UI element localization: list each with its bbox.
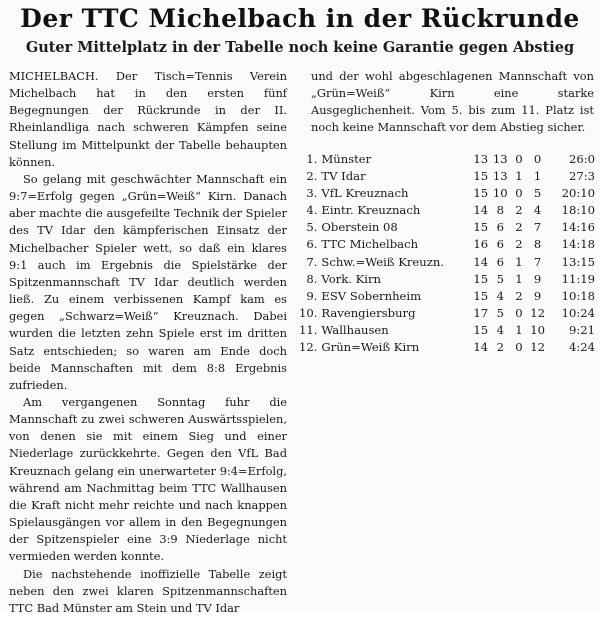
table-draws: 0: [515, 186, 523, 201]
left-text-column: [9, 68, 287, 617]
table-draws: 0: [515, 305, 523, 320]
table-team-name: VfL Kreuznach: [321, 186, 409, 201]
table-points: 14:16: [561, 220, 595, 235]
table-draws: 2: [515, 203, 523, 218]
table-row: [297, 322, 595, 339]
table-draws: 0: [515, 152, 523, 166]
table-draws: 2: [515, 220, 523, 235]
table-row: [297, 254, 595, 271]
table-rank: 7.: [306, 254, 318, 269]
table-team-name: Wallhausen: [321, 322, 389, 337]
table-points: 20:10: [561, 186, 595, 201]
table-games: 15: [473, 322, 489, 337]
paragraph-2: So gelang mit geschwächter Mannschaft ein 9:7=Erfolg gegen „Grün=Weiß“ Kirn. Danach aber machte die ausgefeilte Technik der Spieler des TV Idar den kämpferischen Einsatz der Michelbacher Spieler wett, so daß ein klares 9:1 auch im Ergebnis die Spielstärke der Spitzenmannschaft TV Idar deutlich werden ließ. Zu einem verbissenen Kampf kam es gegen „Schwarz=Weiß“ Kreuznach. Dabei wurden die letzten zehn Spiele erst im dritten Satz entschieden; so waren am Ende doch beide Mannschaften mit dem 8:8 Ergebnis zufrieden.: [9, 171, 287, 392]
table-team-name: Vork. Kirn: [321, 271, 381, 286]
table-team-name: Münster: [321, 152, 372, 166]
table-rank: 2.: [306, 169, 318, 184]
table-draws: 2: [515, 237, 523, 252]
table-wins: 10: [492, 186, 508, 201]
table-points: 18:10: [561, 203, 595, 218]
table-losses: 12: [530, 305, 545, 320]
table-games: 16: [473, 237, 489, 252]
table-games: 15: [473, 271, 489, 286]
table-losses: 5: [533, 186, 542, 201]
table-row: [297, 151, 595, 168]
table-rank: 10.: [298, 305, 318, 320]
table-wins: 6: [496, 237, 504, 252]
table-row: [297, 288, 595, 305]
table-row: [297, 339, 595, 356]
table-rank: 1.: [306, 152, 318, 166]
table-team-name: ESV Sobernheim: [321, 288, 422, 303]
table-losses: 7: [533, 254, 542, 269]
table-wins: 2: [496, 340, 504, 355]
table-rank: 4.: [306, 203, 318, 218]
table-losses: 12: [530, 340, 545, 355]
table-losses: 10: [530, 322, 545, 337]
table-games: 15: [473, 186, 489, 201]
table-draws: 1: [515, 271, 523, 286]
table-team-name: Ravengiersburg: [321, 305, 416, 320]
table-wins: 4: [496, 322, 504, 337]
table-row: [297, 219, 595, 236]
paragraph-1: MICHELBACH. Der Tisch=Tennis Verein Michelbach hat in den ersten fünf Begegnungen der Rückrunde in der II. Rheinlandliga nach schweren Kämpfen seine Stellung im Mittelpunkt der Tabelle behaupten können.: [9, 69, 287, 169]
table-points: 4:24: [568, 340, 595, 355]
table-draws: 1: [515, 254, 523, 269]
table-rank: 12.: [298, 340, 318, 355]
table-games: 17: [473, 305, 489, 320]
table-rank: 3.: [306, 186, 318, 201]
table-games: 13: [473, 152, 489, 166]
table-rank: 6.: [306, 237, 318, 252]
table-games: 15: [473, 169, 489, 184]
table-games: 14: [473, 203, 489, 218]
table-row: [297, 271, 595, 288]
article-headline: Der TTC Michelbach in der Rückrunde: [20, 4, 580, 33]
paragraph-continuation: und der wohl abgeschlagenen Mannschaft von „Grün=Weiß“ Kirn eine starke Ausgeglichenheit. Vom 5. bis zum 11. Platz ist noch keine Mannschaft vor dem Abstieg sicher.: [311, 69, 594, 135]
table-wins: 4: [496, 288, 504, 303]
paragraph-3: Am vergangenen Sonntag fuhr die Mannschaft zu zwei schweren Auswärtsspielen, von denen sie mit einem Sieg und einer Niederlage zurückkehrte. Gegen den VfL Bad Kreuznach gelang ein unerwarteter 9:4=Erfolg, während am Nachmittag beim TTC Wallhausen die Kraft nicht mehr reichte und nach knappen Spielausgängen vor allem in den Begegnungen der Spitzenspieler eine 3:9 Niederlage nicht vermieden werden konnte.: [9, 394, 287, 564]
table-points: 11:19: [561, 271, 595, 286]
table-wins: 8: [496, 203, 504, 218]
table-wins: 13: [492, 152, 508, 166]
table-games: 14: [473, 340, 489, 355]
table-row: [297, 236, 595, 253]
table-points: 10:24: [561, 305, 595, 320]
table-points: 13:15: [561, 254, 595, 269]
table-losses: 1: [533, 169, 542, 184]
table-row: [297, 202, 595, 219]
right-text-column: [311, 68, 594, 137]
table-wins: 6: [496, 220, 504, 235]
table-losses: 9: [533, 271, 542, 286]
table-rank: 11.: [298, 322, 318, 337]
article-subheadline: Guter Mittelplatz in der Tabelle noch keine Garantie gegen Abstieg: [25, 39, 575, 56]
table-points: 26:0: [568, 152, 595, 166]
table-rank: 8.: [306, 271, 318, 286]
table-wins: 5: [496, 305, 504, 320]
table-team-name: Eintr. Kreuznach: [321, 203, 421, 218]
table-draws: 1: [515, 322, 523, 337]
standings-table: [297, 151, 595, 356]
table-losses: 8: [533, 237, 542, 252]
table-games: 15: [473, 288, 489, 303]
table-games: 15: [473, 220, 489, 235]
table-draws: 0: [515, 340, 523, 355]
table-points: 27:3: [568, 169, 595, 184]
table-wins: 13: [492, 169, 508, 184]
table-team-name: Oberstein 08: [321, 220, 398, 235]
table-points: 10:18: [561, 288, 595, 303]
table-losses: 7: [533, 220, 542, 235]
table-wins: 6: [496, 254, 504, 269]
table-losses: 4: [533, 203, 542, 218]
table-team-name: TTC Michelbach: [321, 237, 419, 252]
table-wins: 5: [496, 271, 504, 286]
table-team-name: Schw.=Weiß Kreuzn.: [321, 254, 445, 269]
table-points: 14:18: [561, 237, 595, 252]
table-team-name: Grün=Weiß Kirn: [321, 340, 420, 355]
table-games: 14: [473, 254, 489, 269]
table-rank: 9.: [306, 288, 318, 303]
table-losses: 0: [533, 152, 542, 166]
table-draws: 1: [515, 169, 523, 184]
table-row: [297, 168, 595, 185]
table-row: [297, 305, 595, 322]
table-team-name: TV Idar: [321, 169, 366, 184]
table-draws: 2: [515, 288, 523, 303]
table-losses: 9: [533, 288, 542, 303]
table-row: [297, 185, 595, 202]
paragraph-4: Die nachstehende inoffizielle Tabelle zeigt neben den zwei klaren Spitzenmannschaften TTC Bad Münster am Stein und TV Idar: [9, 566, 287, 615]
table-points: 9:21: [568, 322, 595, 337]
table-rank: 5.: [306, 220, 318, 235]
